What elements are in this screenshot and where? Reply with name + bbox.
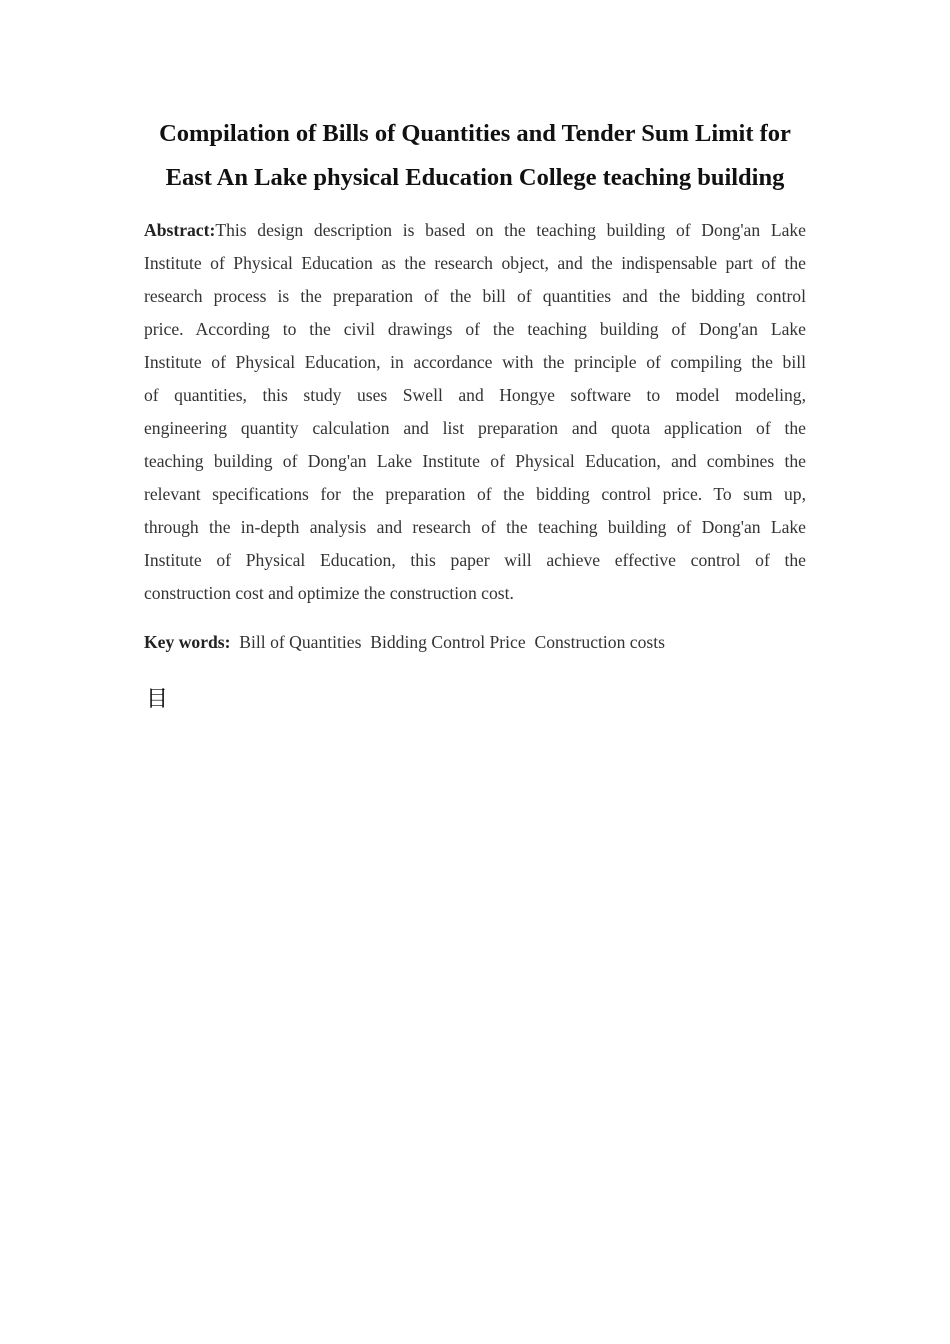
abstract-paragraph [144, 214, 806, 610]
keywords [144, 626, 665, 659]
keyword: Construction costs [534, 632, 665, 652]
abstract-label: Abstract: [144, 220, 216, 240]
abstract-line: Institute of Physical Education, this paper will achieve effective control of the [144, 550, 806, 570]
title-line-1: Compilation of Bills of Quantities and Tender Sum Limit for [159, 120, 791, 147]
keywords-label: Key words: [144, 632, 231, 652]
keyword: Bill of Quantities [239, 632, 362, 652]
abstract-line: relevant specifications for the preparation of the bidding control price. To sum up, [144, 484, 806, 504]
abstract-line: construction cost and optimize the construction cost. [144, 583, 514, 603]
title-line-2: East An Lake physical Education College teaching building [165, 164, 785, 191]
abstract-line: Abstract:This design description is based on the teaching building of Dong'an Lake [144, 220, 806, 240]
document-title [120, 112, 830, 200]
abstract-line: through the in-depth analysis and research of the teaching building of Dong'an Lake [144, 517, 806, 537]
abstract-line: price. According to the civil drawings of the teaching building of Dong'an Lake [144, 319, 806, 339]
abstract-line: research process is the preparation of the bill of quantities and the bidding control [144, 286, 806, 306]
abstract-line: engineering quantity calculation and list preparation and quota application of the [144, 418, 806, 438]
abstract-line: Institute of Physical Education, in accordance with the principle of compiling the bill [144, 352, 806, 372]
abstract-line: of quantities, this study uses Swell and Hongye software to model modeling, [144, 385, 806, 405]
keyword: Bidding Control Price [370, 632, 526, 652]
toc-heading-fragment: 目 [146, 687, 169, 712]
abstract-line: teaching building of Dong'an Lake Institute of Physical Education, and combines the [144, 451, 806, 471]
abstract-line: Institute of Physical Education as the research object, and the indispensable part of the [144, 253, 806, 273]
